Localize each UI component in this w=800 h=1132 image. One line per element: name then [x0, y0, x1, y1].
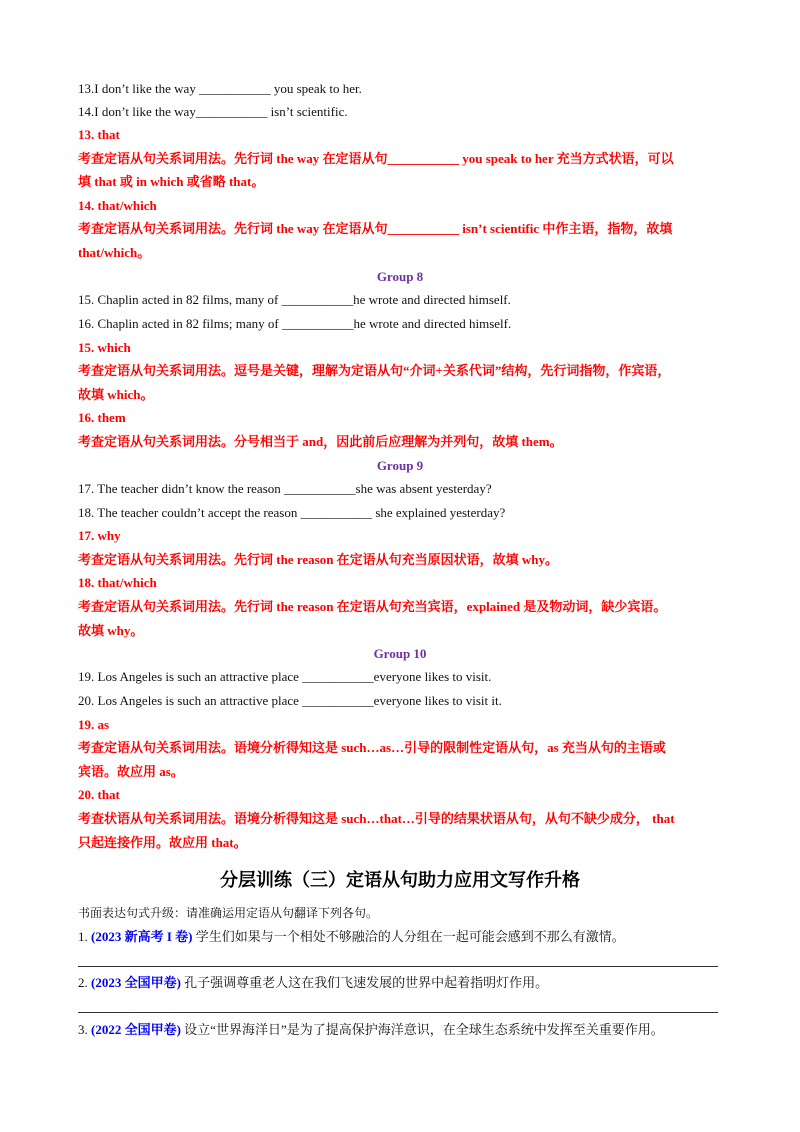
answer-16: 16. them — [78, 410, 126, 425]
question-20: 20. Los Angeles is such an attractive place ___________everyone likes to visit it. — [78, 693, 502, 708]
section-heading: 分层训练（三）定语从句助力应用文写作升格 — [220, 870, 580, 891]
question-18: 18. The teacher couldn’t accept the reason ___________ she explained yesterday? — [78, 505, 506, 520]
explanation-18-line2: 故填 why。 — [78, 623, 144, 638]
explanation-20-line1: 考查状语从句关系词用法。语境分析得知这是 such…that…引导的结果状语从句，从句不缺少成分， that — [78, 811, 675, 826]
answer-17: 17. why — [78, 528, 121, 543]
question-17: 17. The teacher didn’t know the reason ___________she was absent yesterday? — [78, 481, 492, 496]
item-number: 3. — [78, 1022, 88, 1037]
question-13: 13.I don’t like the way ___________ you speak to her. — [78, 81, 362, 96]
explanation-19-line1: 考查定语从句关系词用法。语境分析得知这是 such…as…引导的限制性定语从句，as 充当从句的主语或 — [78, 740, 666, 755]
item-number: 1. — [78, 929, 88, 944]
answer-18: 18. that/which — [78, 575, 157, 590]
translation-item-3 — [78, 1021, 664, 1039]
explanation-14-line1: 考查定语从句关系词用法。先行词 the way 在定语从句___________ isn’t scientific 中作主语，指物，故填 — [78, 221, 673, 236]
explanation-15-line1: 考查定语从句关系词用法。逗号是关键，理解为定语从句“介词+关系代词”结构，先行词指物，作宾语， — [78, 363, 671, 378]
item-text: 学生们如果与一个相处不够融洽的人分组在一起可能会感到不那么有激情。 — [195, 929, 625, 944]
translation-item-2 — [78, 974, 548, 992]
item-number: 2. — [78, 975, 88, 990]
group-10-heading: Group 10 — [373, 646, 427, 661]
explanation-14-line2: that/which。 — [78, 245, 151, 260]
source-tag: (2022 全国甲卷) — [91, 1022, 181, 1037]
item-text: 孔子强调尊重老人这在我们飞速发展的世界中起着指明灯作用。 — [184, 975, 549, 990]
question-16: 16. Chaplin acted in 82 films; many of ___________he wrote and directed himself. — [78, 316, 512, 331]
answer-line-2[interactable] — [78, 1012, 718, 1013]
explanation-18-line1: 考查定语从句关系词用法。先行词 the reason 在定语从句充当宾语，explained 是及物动词，缺少宾语。 — [78, 599, 667, 614]
explanation-19-line2: 宾语。故应用 as。 — [78, 764, 184, 779]
question-14: 14.I don’t like the way___________ isn’t scientific. — [78, 104, 348, 119]
answer-20: 20. that — [78, 787, 120, 802]
explanation-16-line1: 考查定语从句关系词用法。分号相当于 and，因此前后应理解为并列句，故填 them。 — [78, 434, 563, 449]
explanation-17-line1: 考查定语从句关系词用法。先行词 the reason 在定语从句充当原因状语，故填 why。 — [78, 552, 559, 567]
source-tag: (2023 全国甲卷) — [91, 975, 181, 990]
answer-14: 14. that/which — [78, 198, 157, 213]
question-19: 19. Los Angeles is such an attractive place ___________everyone likes to visit. — [78, 669, 492, 684]
explanation-15-line2: 故填 which。 — [78, 387, 154, 402]
explanation-13-line1: 考查定语从句关系词用法。先行词 the way 在定语从句___________ you speak to her 充当方式状语，可以 — [78, 151, 674, 166]
section-intro: 书面表达句式升级：请准确运用定语从句翻译下列各句。 — [78, 906, 379, 920]
answer-line-1[interactable] — [78, 966, 718, 967]
answer-13: 13. that — [78, 127, 120, 142]
translation-item-1 — [78, 928, 625, 946]
item-text: 设立“世界海洋日”是为了提高保护海洋意识，在全球生态系统中发挥至关重要作用。 — [184, 1022, 664, 1037]
explanation-13-line2: 填 that 或 in which 或省略 that。 — [78, 174, 265, 189]
answer-15: 15. which — [78, 340, 131, 355]
explanation-20-line2: 只起连接作用。故应用 that。 — [78, 835, 247, 850]
source-tag: (2023 新高考 I 卷) — [91, 929, 193, 944]
question-15: 15. Chaplin acted in 82 films, many of ___________he wrote and directed himself. — [78, 292, 511, 307]
answer-19: 19. as — [78, 717, 110, 732]
group-9-heading: Group 9 — [376, 458, 424, 473]
group-8-heading: Group 8 — [376, 269, 424, 284]
